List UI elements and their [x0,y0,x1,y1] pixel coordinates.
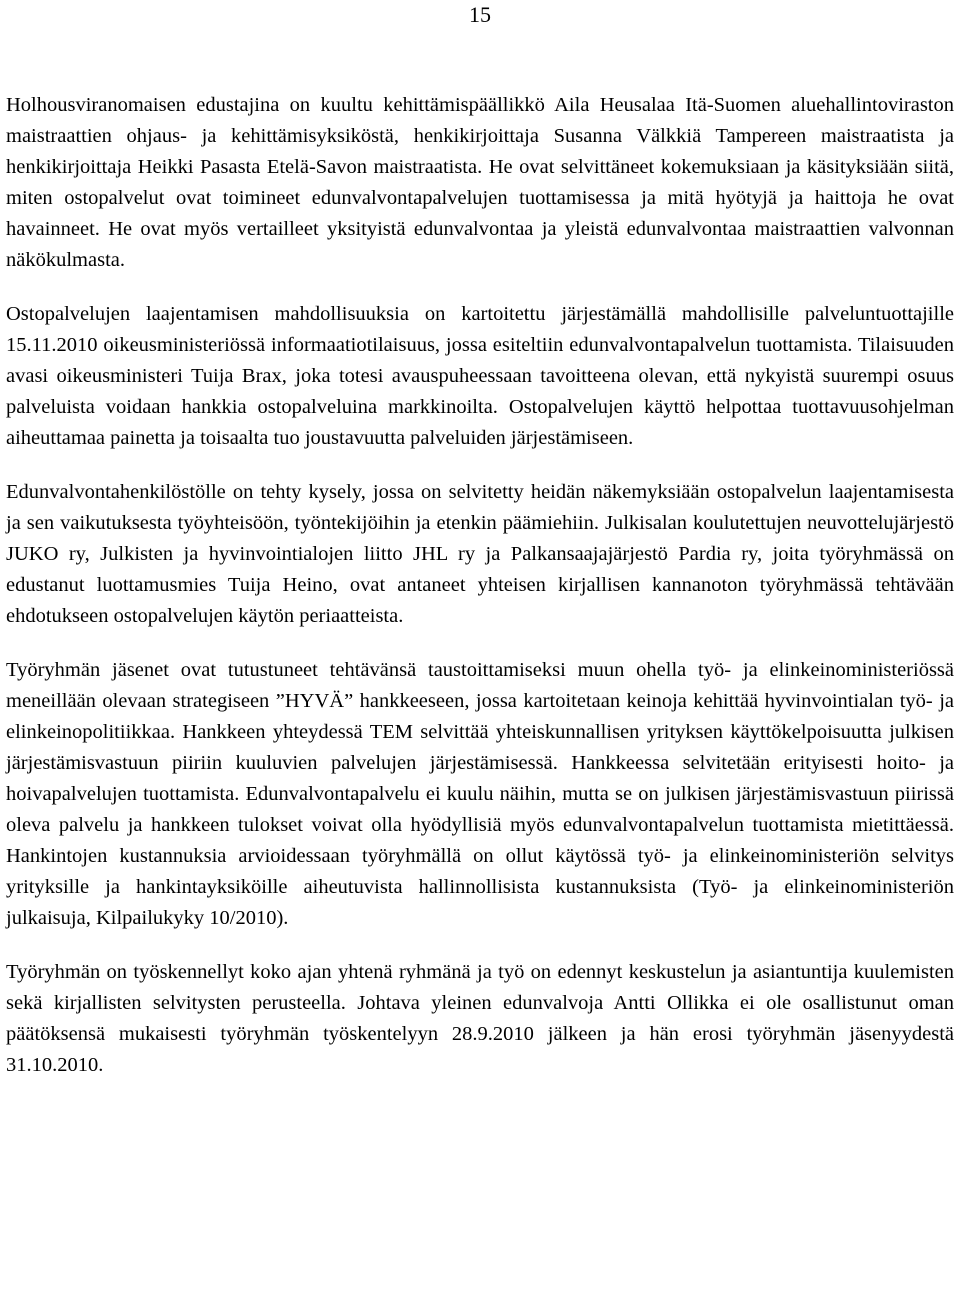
paragraph-4: Työryhmän jäsenet ovat tutustuneet tehtävänsä taustoittamiseksi muun ohella työ- ja elinkeinoministeriössä meneillään olevaan strategiseen ”HYVÄ” hankkeeseen, jossa kartoitetaan keinoja kehittää hyvinvointialan työ- ja elinkeinopolitiikkaa. Hankkeen yhteydessä TEM selvittää yhteiskunnallisen yrityksen käyttökelpoisuutta julkisen järjestämisvastuun piiriin kuuluvien palvelujen järjestämisessä. Hankkeessa selvitetään erityisesti hoito- ja hoivapalvelujen tuottamista. Edunvalvontapalvelu ei kuulu näihin, mutta se on julkisen järjestämisvastuun piirissä oleva palvelu ja hankkeen tulokset voivat olla hyödyllisiä myös edunvalvontapalvelun tuottamista mietittäessä. Hankintojen kustannuksia arvioidessaan työryhmällä on ollut käytössä työ- ja elinkeinoministeriön selvitys yrityksille ja hankintayksiköille aiheutuvista hallinnollisista kustannuksista (Työ- ja elinkeinoministeriön julkaisuja, Kilpailukyky 10/2010). [6,659,954,929]
paragraph-5: Työryhmän on työskennellyt koko ajan yhtenä ryhmänä ja työ on edennyt keskustelun ja asiantuntija kuulemisten sekä kirjallisten selvitysten perusteella. Johtava yleinen edunvalvoja Antti Ollikka ei ole osallistunut oman päätöksensä mukaisesti työryhmän työskentelyyn 28.9.2010 jälkeen ja hän erosi työryhmän jäsenyydestä 31.10.2010. [6,961,954,1076]
paragraph-3: Edunvalvontahenkilöstölle on tehty kysely, jossa on selvitetty heidän näkemyksiään ostopalvelun laajentamisesta ja sen vaikutuksesta työyhteisöön, työntekijöihin ja etenkin päämiehiin. Julkisalan koulutettujen neuvottelujärjestö JUKO ry, Julkisten ja hyvinvointialojen liitto JHL ry ja Palkansaajajärjestö Pardia ry, joita työryhmässä on edustanut luottamusmies Tuija Heino, ovat antaneet yhteisen kirjallisen kannanoton työryhmässä tehtävään ehdotukseen ostopalvelujen käytön periaatteista. [6,481,954,627]
document-body [6,90,954,1104]
page-number: 15 [469,2,491,27]
paragraph-1: Holhousviranomaisen edustajina on kuultu kehittämispäällikkö Aila Heusalaa Itä-Suomen aluehallintoviraston maistraattien ohjaus- ja kehittämisyksiköstä, henkikirjoittaja Susanna Välkkiä Tampereen maistraatista ja henkikirjoittaja Heikki Pasasta Etelä-Savon maistraatista. He ovat selvittäneet kokemuksiaan ja käsityksiään siitä, miten ostopalvelut ovat toimineet edunvalvontapalvelujen tuottamisessa ja mitä hyötyjä ja haittoja he ovat havainneet. He ovat myös vertailleet yksityistä edunvalvontaa ja yleistä edunvalvontaa maistraattien valvonnan näkökulmasta. [6,94,954,271]
paragraph-2: Ostopalvelujen laajentamisen mahdollisuuksia on kartoitettu järjestämällä mahdollisille palveluntuottajille 15.11.2010 oikeusministeriössä informaatiotilaisuus, jossa esiteltiin edunvalvontapalvelun tuottamista. Tilaisuuden avasi oikeusministeri Tuija Brax, joka totesi avauspuheessaan tavoitteena olevan, että nykyistä suurempi osuus palveluista voidaan hankkia ostopalveluina markkinoilta. Ostopalvelujen käyttö helpottaa tuottavuusohjelman aiheuttamaa painetta ja toisaalta tuo joustavuutta palveluiden järjestämiseen. [6,303,954,449]
